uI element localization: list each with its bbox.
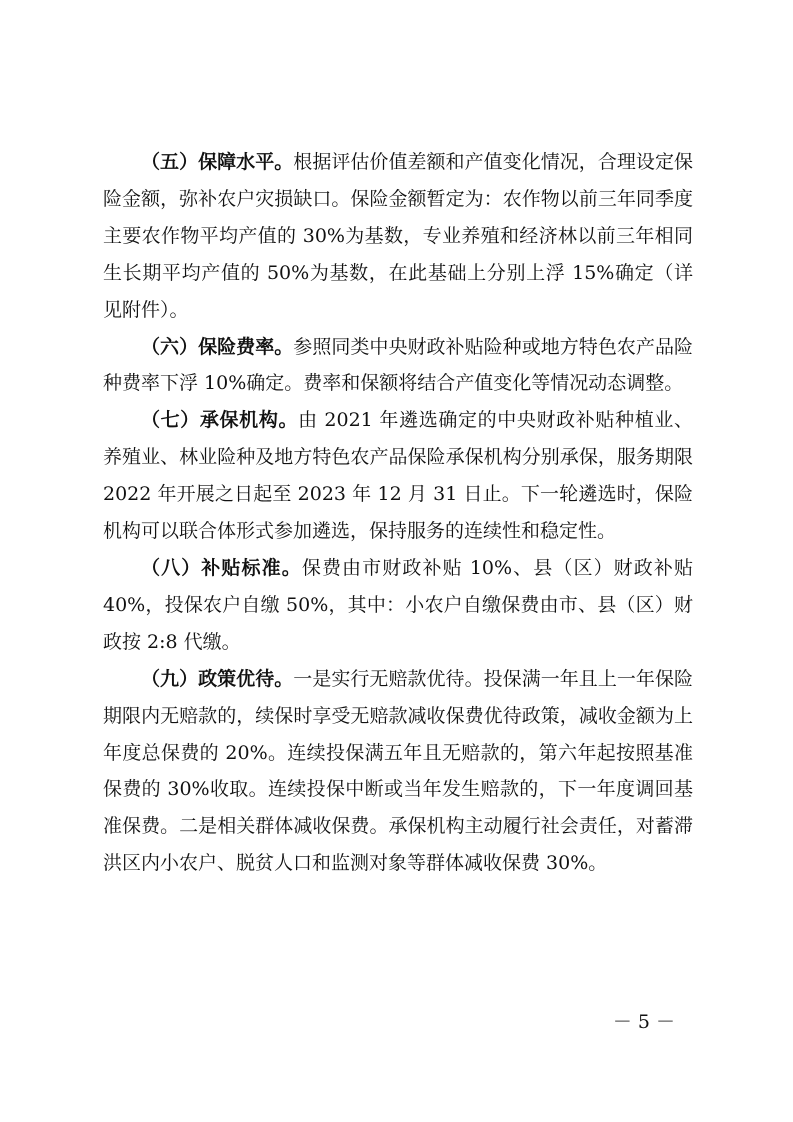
paragraph-policy-incentives — [103, 661, 693, 882]
paragraph-underwriters — [103, 402, 693, 550]
paragraph-heading: （七）承保机构。 — [141, 409, 299, 432]
paragraph-heading: （八）补贴标准。 — [141, 556, 302, 579]
paragraph-text: 由 2021 年遴选确定的中央财政补贴种植业、养殖业、林业险种及地方特色农产品保险承保机构分别承保，服务期限 2022 年开展之日起至 2023 年 12 月 31 日止。下一轮遴选时，保险机构可以联合体形式参加遴选，保持服务的连续性和稳定性。 — [103, 409, 693, 543]
page-number: － 5 － — [612, 1011, 675, 1033]
paragraph-premium-rate — [103, 329, 693, 403]
paragraph-heading: （五）保障水平。 — [141, 151, 294, 173]
paragraph-text: 一是实行无赔款优待。投保满一年且上一年保险期限内无赔款的，续保时享受无赔款减收保费优待政策，减收金额为上年度总保费的 20%。连续投保满五年且无赔款的，第六年起按照基准保费的 30%收取。连续投保中断或当年发生赔款的，下一年度调回基准保费。二是相关群体减收保费。承保机构主动履行社会责任，对蓄滞洪区内小农户、脱贫人口和监测对象等群体减收保费 30%。 — [103, 667, 693, 875]
document-body — [103, 144, 693, 882]
paragraph-text: 参照同类中央财政补贴险种或地方特色农产品险种费率下浮 10%确定。费率和保额将结合产值变化等情况动态调整。 — [103, 335, 693, 395]
paragraph-heading: （六）保险费率。 — [141, 335, 294, 358]
paragraph-text: 保费由市财政补贴 10%、县（区）财政补贴 40%，投保农户自缴 50%，其中：小农户自缴保费由市、县（区）财政按 2:8 代缴。 — [103, 556, 693, 653]
paragraph-heading: （九）政策优待。 — [141, 667, 294, 690]
paragraph-text: 根据评估价值差额和产值变化情况，合理设定保险金额，弥补农户灾损缺口。保险金额暂定为：农作物以前三年同季度主要农作物平均产值的 30%为基数，专业养殖和经济林以前三年相同生长期平均产值的 50%为基数，在此基础上分别上浮 15%确定（详见附件）。 — [103, 151, 693, 321]
paragraph-subsidy-standard — [103, 550, 693, 661]
paragraph-coverage-level — [103, 144, 693, 329]
